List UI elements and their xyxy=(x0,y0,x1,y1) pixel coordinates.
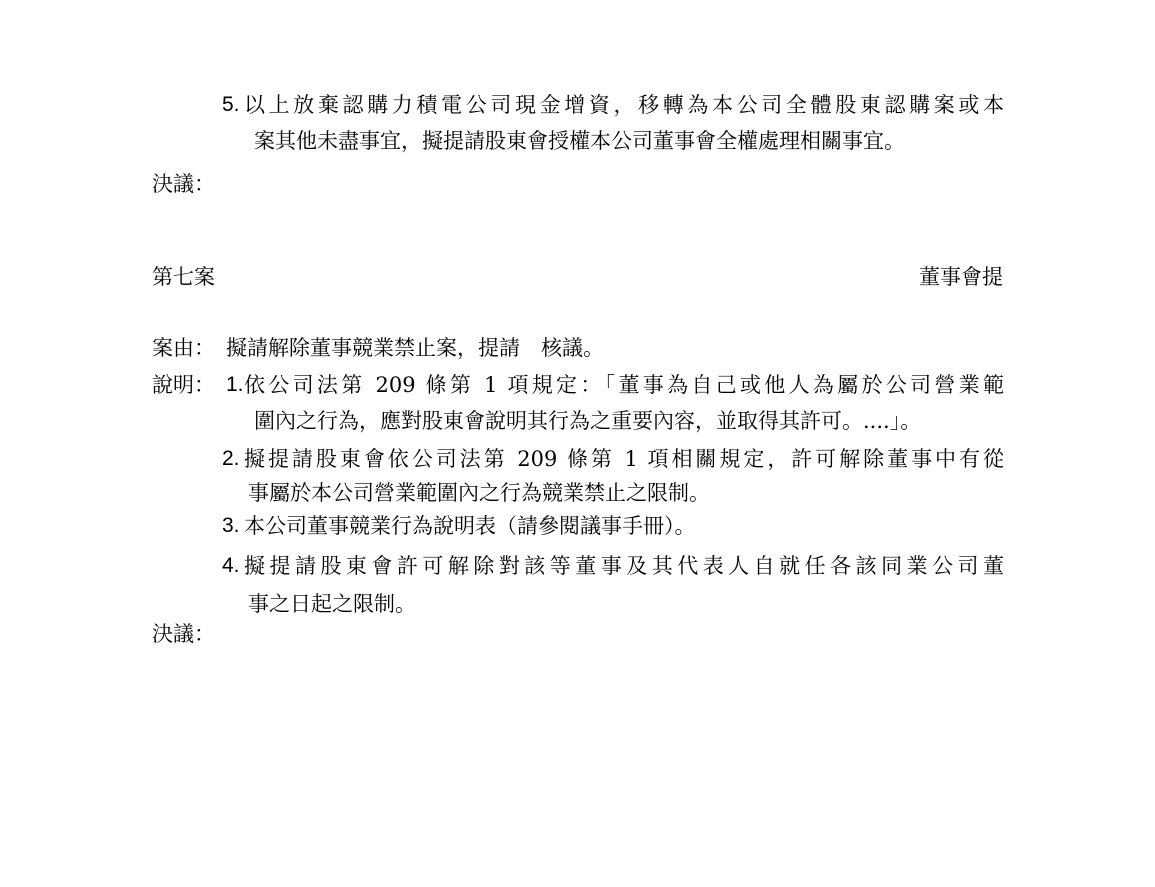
item2-number: 2. xyxy=(222,447,240,470)
resolution-label: 決議： xyxy=(152,622,215,646)
prev-item5-line2: 案其他未盡事宜，擬提請股東會授權本公司董事會全權處理相關事宜。 xyxy=(254,129,905,153)
item1-number: 1. xyxy=(226,373,244,396)
item1-line1: 依公司法第 209 條第 1 項規定：「董事為自己或他人為屬於公司營業範 xyxy=(244,373,1004,397)
cause-label: 案由： xyxy=(152,336,215,360)
prev-resolution-label: 決議： xyxy=(152,172,215,196)
item4-line1: 擬提請股東會許可解除對該等董事及其代表人自就任各該同業公司董 xyxy=(244,554,1004,578)
case-title: 第七案 xyxy=(152,265,215,289)
item2-line2: 事屬於本公司營業範圍內之行為競業禁止之限制。 xyxy=(248,481,710,505)
item4-line2: 事之日起之限制。 xyxy=(248,592,416,616)
cause-text: 擬請解除董事競業禁止案，提請 核議。 xyxy=(226,336,604,360)
prev-item5-line1: 以上放棄認購力積電公司現金增資，移轉為本公司全體股東認購案或本 xyxy=(244,93,1004,117)
prev-item5-number: 5. xyxy=(222,93,240,116)
item1-line2: 圍內之行為，應對股東會說明其行為之重要內容，並取得其許可。....」。 xyxy=(254,409,922,433)
item3-line1: 本公司董事競業行為說明表（請參閱議事手冊）。 xyxy=(244,514,696,538)
case-proposer: 董事會提 xyxy=(919,265,1003,289)
item2-line1: 擬提請股東會依公司法第 209 條第 1 項相關規定，許可解除董事中有從 xyxy=(244,447,1004,471)
item3-number: 3. xyxy=(222,514,240,537)
item4-number: 4. xyxy=(222,554,240,577)
explanation-label: 說明： xyxy=(152,373,215,397)
